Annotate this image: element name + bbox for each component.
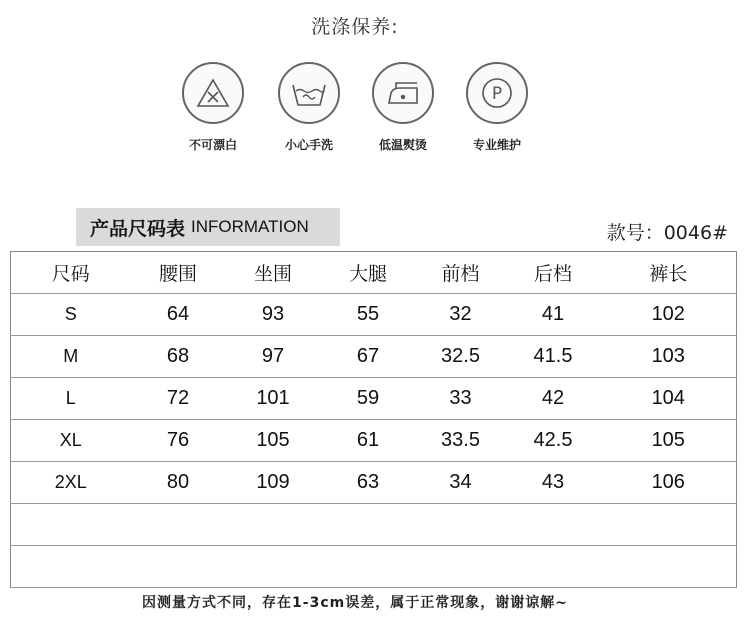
column-header: 裤长 [601, 252, 737, 294]
table-cell: 105 [226, 420, 321, 462]
table-cell: 63 [321, 462, 416, 504]
table-cell: 32 [416, 294, 506, 336]
table-header-row [11, 252, 737, 294]
table-cell: 67 [321, 336, 416, 378]
table-row [11, 294, 737, 336]
care-item-label: 低温熨烫 [378, 138, 427, 152]
table-row-empty [11, 546, 737, 588]
measurement-footnote: 因测量方式不同，存在1-3cm误差，属于正常现象，谢谢谅解~ [142, 595, 568, 611]
professional-care-icon [466, 62, 528, 124]
professional-care-glyph: P [491, 84, 503, 104]
empty-cell [11, 504, 737, 546]
care-item-professional [452, 62, 542, 153]
size-chart-title: 产品尺码表 [90, 217, 186, 240]
table-cell: 32.5 [416, 336, 506, 378]
table-cell: 103 [601, 336, 737, 378]
table-cell: 101 [226, 378, 321, 420]
column-header: 前档 [416, 252, 506, 294]
size-cell: M [11, 336, 131, 378]
table-row [11, 336, 737, 378]
table-cell: 102 [601, 294, 737, 336]
table-cell: 97 [226, 336, 321, 378]
table-cell: 68 [131, 336, 226, 378]
table-cell: 106 [601, 462, 737, 504]
care-icons [0, 62, 750, 162]
column-header: 坐围 [226, 252, 321, 294]
table-row-empty [11, 504, 737, 546]
table-row [11, 420, 737, 462]
table-cell: 42 [506, 378, 601, 420]
hand-wash-icon [278, 62, 340, 124]
size-table [10, 251, 737, 588]
table-cell: 109 [226, 462, 321, 504]
table-cell: 72 [131, 378, 226, 420]
no-bleach-icon [182, 62, 244, 124]
table-cell: 43 [506, 462, 601, 504]
table-cell: 33.5 [416, 420, 506, 462]
column-header: 腰围 [131, 252, 226, 294]
style-number: 款号：0046# [606, 222, 728, 244]
table-cell: 105 [601, 420, 737, 462]
table-cell: 80 [131, 462, 226, 504]
table-cell: 41.5 [506, 336, 601, 378]
empty-cell [11, 546, 737, 588]
table-row [11, 378, 737, 420]
size-cell: 2XL [11, 462, 131, 504]
table-row [11, 462, 737, 504]
table-cell: 104 [601, 378, 737, 420]
size-cell: L [11, 378, 131, 420]
size-cell: S [11, 294, 131, 336]
care-item-label: 不可漂白 [188, 138, 237, 152]
table-cell: 41 [506, 294, 601, 336]
table-cell: 76 [131, 420, 226, 462]
care-item-low-temp-iron [358, 62, 448, 153]
care-item-no-bleach [168, 62, 258, 153]
low-temp-iron-icon [372, 62, 434, 124]
care-item-hand-wash [264, 62, 354, 153]
table-cell: 59 [321, 378, 416, 420]
table-cell: 64 [131, 294, 226, 336]
table-cell: 61 [321, 420, 416, 462]
size-chart-title-en: INFORMATION [191, 217, 309, 236]
column-header: 尺码 [11, 252, 131, 294]
table-cell: 93 [226, 294, 321, 336]
size-chart-header [76, 208, 340, 246]
care-title: 洗涤保养: [311, 16, 399, 38]
column-header: 后档 [506, 252, 601, 294]
size-cell: XL [11, 420, 131, 462]
care-item-label: 专业维护 [472, 138, 521, 152]
table-cell: 42.5 [506, 420, 601, 462]
column-header: 大腿 [321, 252, 416, 294]
table-cell: 55 [321, 294, 416, 336]
care-item-label: 小心手洗 [284, 138, 333, 152]
table-cell: 34 [416, 462, 506, 504]
table-cell: 33 [416, 378, 506, 420]
